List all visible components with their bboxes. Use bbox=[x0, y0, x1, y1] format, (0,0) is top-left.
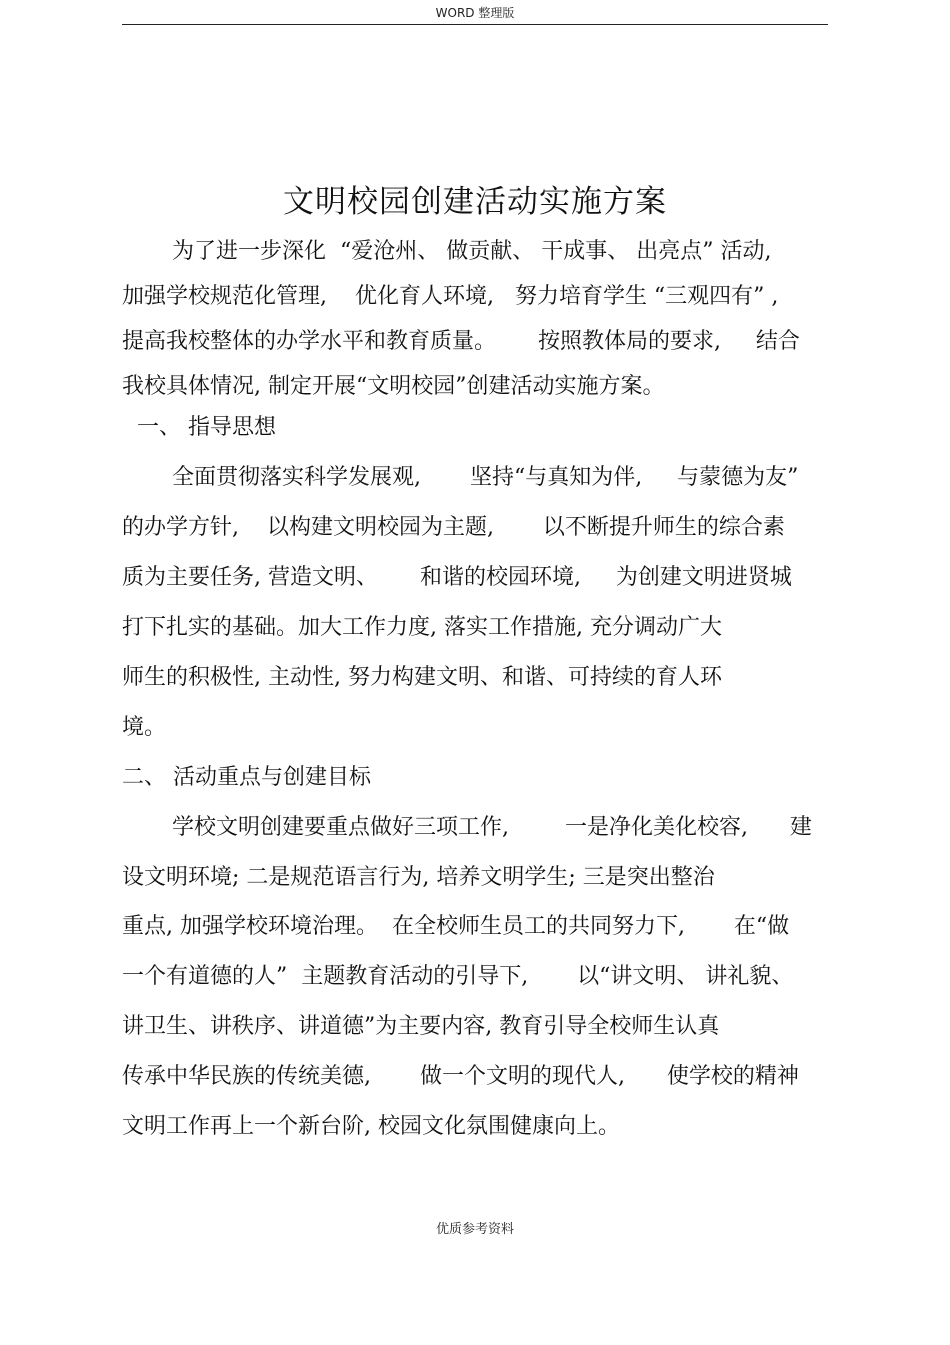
text-line: 重点, 加强学校环境治理。 在全校师生员工的共同努力下, 在“做 bbox=[122, 914, 790, 939]
text-line: 提高我校整体的办学水平和教育质量。 按照教体局的要求, 结合 bbox=[122, 329, 800, 354]
text-line: 境。 bbox=[122, 715, 167, 740]
header-label: WORD 整理版 bbox=[435, 6, 515, 20]
text-line: 的办学方针, 以构建文明校园为主题, 以不断提升师生的综合素 bbox=[122, 515, 785, 540]
text-line: 为了进一步深化 “爱沧州、 做贡献、 干成事、 出亮点” 活动, bbox=[172, 239, 772, 264]
section-heading: 二、 活动重点与创建目标 bbox=[122, 765, 371, 790]
text-line: 讲卫生、讲秩序、讲道德”为主要内容, 教育引导全校师生认真 bbox=[122, 1014, 720, 1039]
text-line: 质为主要任务, 营造文明、 和谐的校园环境, 为创建文明进贤城 bbox=[122, 565, 792, 590]
text-line: 一个有道德的人” 主题教育活动的引导下, 以“讲文明、 讲礼貌、 bbox=[122, 964, 794, 989]
text-line: 设文明环境; 二是规范语言行为, 培养文明学生; 三是突出整治 bbox=[122, 865, 715, 890]
page-header bbox=[122, 0, 828, 25]
text-line: 全面贯彻落实科学发展观, 坚持“与真知为伴, 与蒙德为友” bbox=[172, 465, 799, 490]
section-heading: 一、 指导思想 bbox=[137, 415, 276, 440]
text-line: 学校文明创建要重点做好三项工作, 一是净化美化校容, 建 bbox=[172, 815, 812, 840]
document-title: 文明校园创建活动实施方案 bbox=[283, 184, 667, 220]
text-line: 加强学校规范化管理, 优化育人环境, 努力培育学生 “三观四有” , bbox=[122, 284, 779, 309]
text-line: 师生的积极性, 主动性, 努力构建文明、和谐、可持续的育人环 bbox=[122, 665, 722, 690]
text-line: 我校具体情况, 制定开展“文明校园”创建活动实施方案。 bbox=[122, 374, 665, 399]
text-line: 传承中华民族的传统美德, 做一个文明的现代人, 使学校的精神 bbox=[122, 1064, 799, 1089]
page-footer: 优质参考资料 bbox=[435, 1222, 514, 1237]
text-line: 打下扎实的基础。加大工作力度, 落实工作措施, 充分调动广大 bbox=[122, 615, 722, 640]
text-line: 文明工作再上一个新台阶, 校园文化氛围健康向上。 bbox=[122, 1114, 620, 1139]
